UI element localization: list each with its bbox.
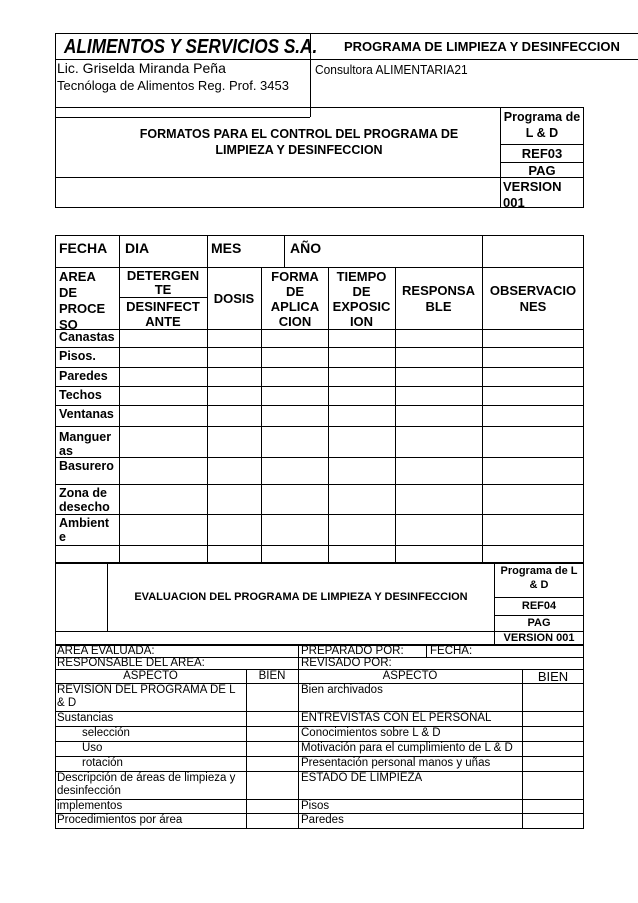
- right-row-2: ENTREVISTAS CON EL PERSONAL: [301, 712, 492, 724]
- label-fecha: FECHA: [59, 240, 108, 256]
- col-bien-left: BIEN: [258, 670, 286, 682]
- label-mes: MES: [211, 240, 242, 256]
- format-page: PAG: [528, 163, 556, 178]
- left-row-7: implementos: [57, 800, 123, 812]
- right-row-3: Conocimientos sobre L & D: [301, 727, 441, 739]
- label-anio: AÑO: [290, 240, 322, 256]
- col-aspecto-left: ASPECTO: [123, 670, 178, 682]
- label-fecha-eval: FECHA:: [430, 645, 473, 657]
- header-tiempo: TIEMPO DE EXPOSIC ION: [332, 269, 391, 329]
- right-row-5: Presentación personal manos y uñas: [301, 757, 491, 769]
- header-area: AREA DE PROCE SO: [59, 269, 106, 332]
- header-dosis: DOSIS: [213, 291, 255, 306]
- format-program-label: Programa de L & D: [503, 110, 581, 140]
- col-aspecto-right: ASPECTO: [382, 670, 438, 682]
- evaluation-ref: REF04: [521, 600, 557, 612]
- right-row-1: Bien archivados: [301, 684, 383, 696]
- row-label-zona: Zona de desecho: [59, 486, 110, 514]
- left-row-8: Procedimientos por área: [57, 814, 183, 826]
- evaluation-version: VERSION 001: [503, 632, 575, 644]
- label-area-evaluada: AREA EVALUADA:: [57, 645, 155, 657]
- row-label-paredes: Paredes: [59, 369, 108, 383]
- row-label-canastas: Canastas: [59, 330, 115, 344]
- left-row-3: selección: [82, 727, 130, 739]
- row-label-ambiente: Ambient e: [59, 516, 109, 544]
- header-responsable: RESPONSA BLE: [402, 283, 475, 314]
- right-row-8: Paredes: [301, 814, 344, 826]
- header-forma: FORMA DE APLICA CION: [270, 269, 320, 329]
- left-row-5: rotación: [82, 757, 123, 769]
- row-label-ventanas: Ventanas: [59, 407, 114, 421]
- label-responsable-area: RESPONSABLE DEL AREA:: [57, 657, 205, 669]
- label-preparado-por: PREPARADO POR:: [301, 645, 404, 657]
- author-name: Lic. Griselda Miranda Peña: [57, 60, 226, 76]
- evaluation-page: PAG: [527, 617, 551, 629]
- program-title: PROGRAMA DE LIMPIEZA Y DESINFECCION: [344, 39, 620, 54]
- left-row-1: REVISION DEL PROGRAMA DE L & D: [57, 684, 236, 709]
- row-label-techos: Techos: [59, 388, 102, 402]
- header-disinfectant: DESINFECT ANTE: [126, 299, 200, 329]
- format-title: FORMATOS PARA EL CONTROL DEL PROGRAMA DE LIMPIEZA Y DESINFECCION: [139, 127, 459, 157]
- left-row-6: Descripción de áreas de limpieza y desinfección: [57, 772, 236, 797]
- format-version: VERSION 001: [503, 179, 562, 210]
- header-detergent: DETERGEN TE: [126, 268, 200, 297]
- consultancy-name: Consultora ALIMENTARIA21: [315, 62, 468, 77]
- right-row-6: ESTADO DE LIMPIEZA: [301, 772, 423, 784]
- row-label-mangueras: Manguer as: [59, 430, 112, 458]
- author-title: Tecnóloga de Alimentos Reg. Prof. 3453: [57, 78, 289, 93]
- right-row-4: Motivación para el cumplimiento de L & D: [301, 742, 513, 754]
- evaluation-title: EVALUACION DEL PROGRAMA DE LIMPIEZA Y DESINFECCION: [134, 591, 468, 603]
- format-ref: REF03: [521, 146, 563, 161]
- company-name: ALIMENTOS Y SERVICIOS S.A.: [64, 36, 318, 58]
- col-bien-right: BIEN: [537, 669, 569, 684]
- label-dia: DIA: [125, 240, 150, 256]
- row-label-basurero: Basurero: [59, 459, 114, 473]
- label-revisado-por: REVISADO POR:: [301, 657, 392, 669]
- header-observaciones: OBSERVACIO NES: [489, 283, 577, 314]
- evaluation-program-label: Programa de L & D: [500, 565, 578, 591]
- row-label-pisos: Pisos.: [59, 349, 96, 363]
- left-row-2: Sustancias: [57, 712, 114, 724]
- right-row-7: Pisos: [301, 800, 330, 812]
- left-row-4: Uso: [82, 742, 103, 754]
